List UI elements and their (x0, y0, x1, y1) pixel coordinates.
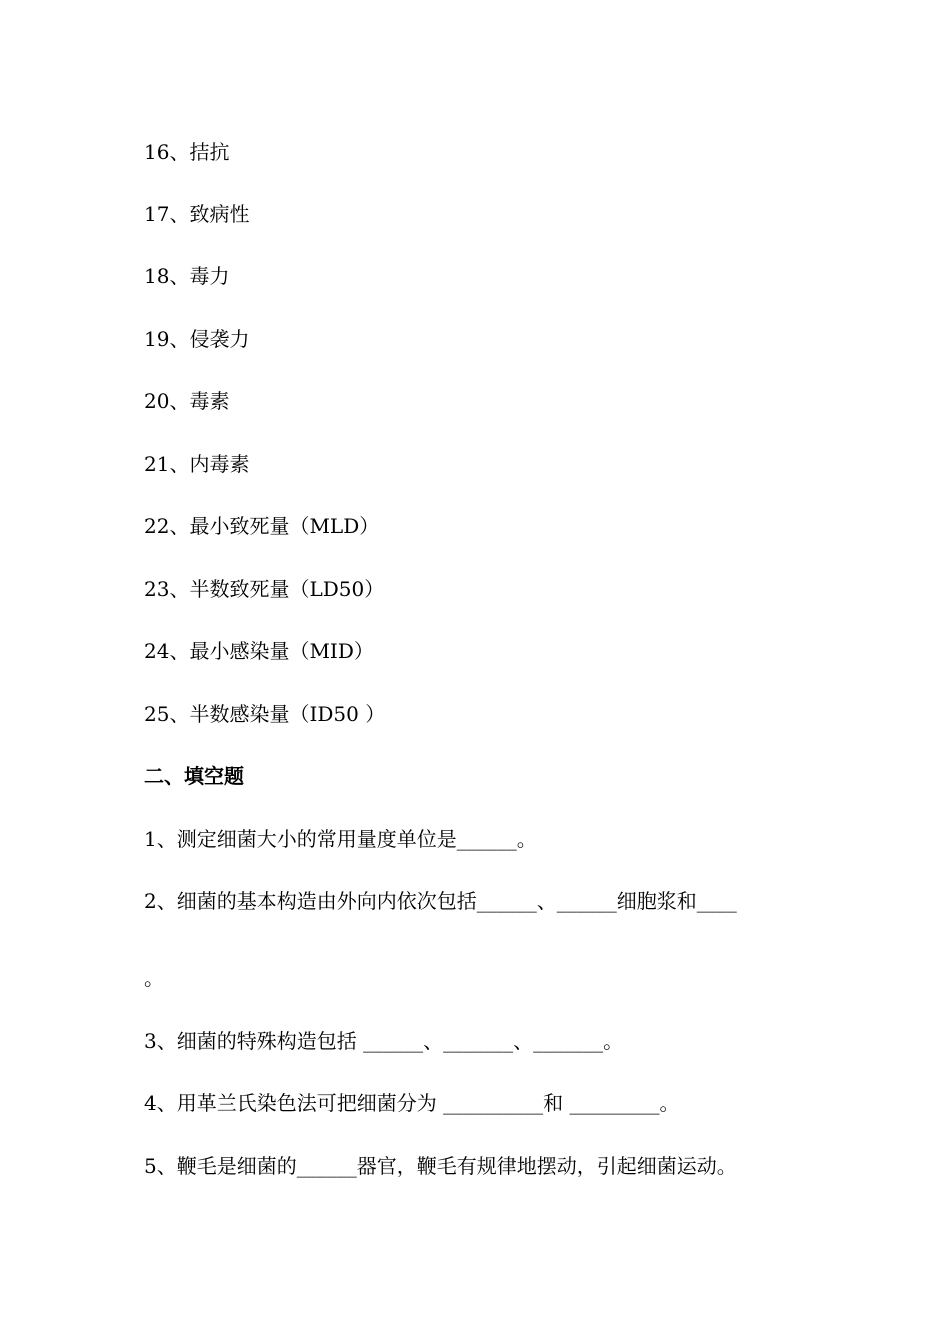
term-18: 18、毒力 (144, 264, 230, 288)
term-20: 20、毒素 (144, 389, 230, 413)
term-16: 16、拮抗 (144, 140, 230, 164)
section-heading: 二、填空题 (144, 764, 244, 788)
question-4: 4、用革兰氏染色法可把细菌分为 __________和 _________。 (144, 1091, 680, 1115)
term-21: 21、内毒素 (144, 452, 250, 476)
question-2: 2、细菌的基本构造由外向内依次包括______、______细胞浆和____ (144, 889, 737, 913)
question-5: 5、鞭毛是细菌的______器官，鞭毛有规律地摆动，引起细菌运动。 (144, 1154, 737, 1178)
term-24: 24、最小感染量（MID） (144, 639, 374, 663)
term-19: 19、侵袭力 (144, 327, 250, 351)
term-23: 23、半数致死量（LD50） (144, 577, 385, 601)
question-1: 1、测定细菌大小的常用量度单位是______。 (144, 827, 537, 851)
term-17: 17、致病性 (144, 202, 250, 226)
term-25: 25、半数感染量（ID50 ） (144, 702, 386, 726)
question-2-continuation: 。 (144, 966, 164, 990)
term-22: 22、最小致死量（MLD） (144, 514, 380, 538)
question-3: 3、细菌的特殊构造包括 ______、_______、_______。 (144, 1029, 624, 1053)
